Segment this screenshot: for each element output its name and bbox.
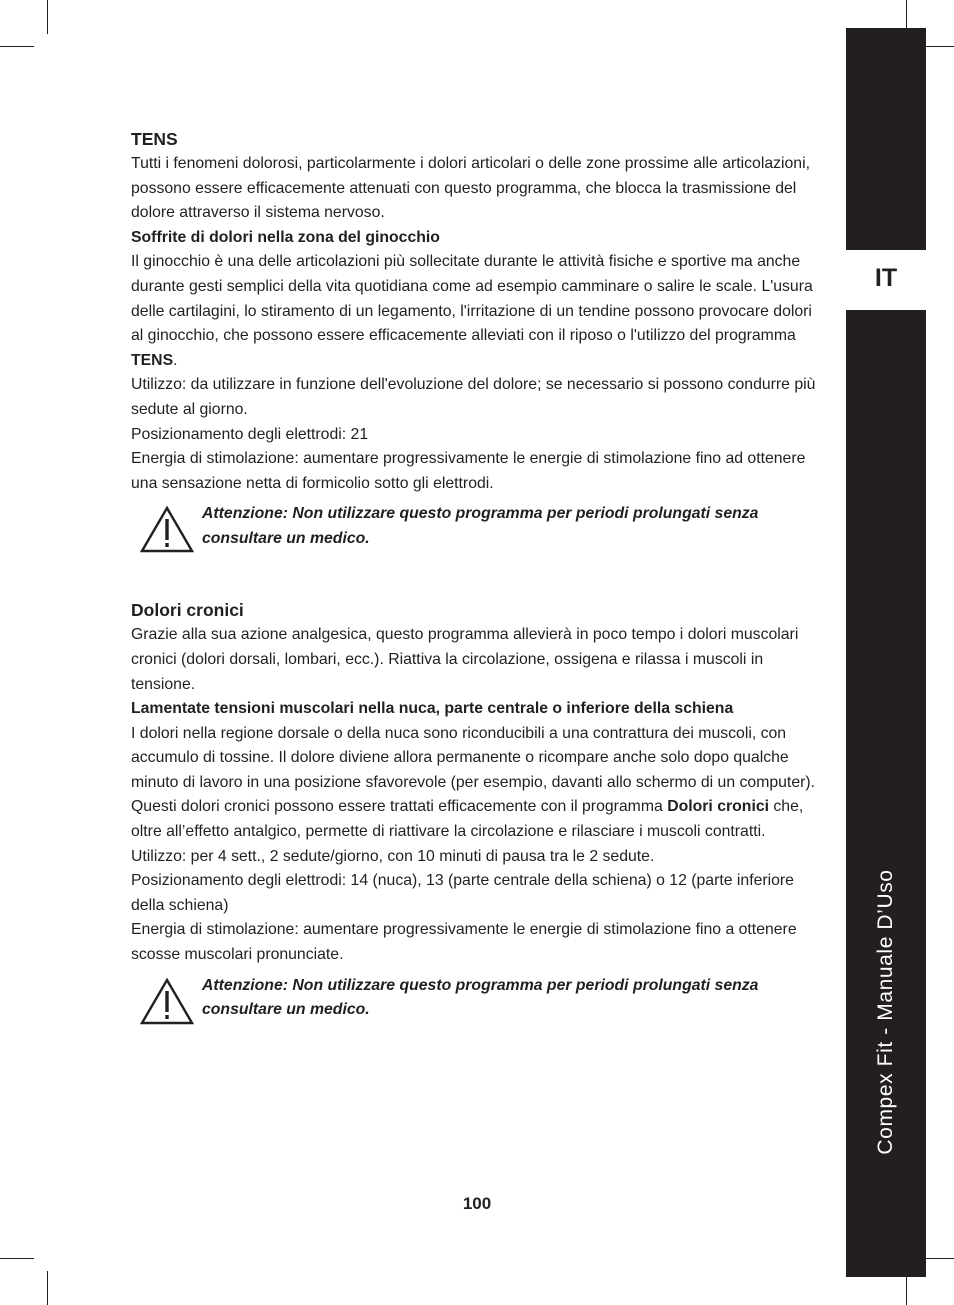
intro-text: Grazie alla sua azione analgesica, questo programma allevierà in poco tempo i dolori muscolari cronici (dolori dorsali, lombari, ecc.). Riattiva la circolazione, ossigena e rilassa i muscoli in tensione. <box>131 626 799 693</box>
section-heading: TENS <box>131 129 178 149</box>
section-tens <box>131 126 826 553</box>
body-text: Il ginocchio è una delle articolazioni più sollecitate durante le attività fisiche e sportive ma anche durante gesti semplici della vita quotidiana come ad esempio camminare o salire le scale. L'usura delle cartilagini, lo stiramento di un legamento, l'irritazione di un tendine possono provocare dolori al ginocchio, che possono essere efficacemente alleviati con il riposo o l'utilizzo del programma TENS. <box>131 253 813 369</box>
warning-triangle-icon <box>140 505 194 553</box>
crop-mark <box>47 1271 48 1305</box>
usage-text: Utilizzo: da utilizzare in funzione dell'evoluzione del dolore; se necessario si possono condurre più sedute al giorno. <box>131 376 816 418</box>
electrodes-text: Posizionamento degli elettrodi: 21 <box>131 425 369 443</box>
warning-block <box>131 502 826 553</box>
electrodes-text: Posizionamento degli elettrodi: 14 (nuca), 13 (parte centrale della schiena) o 12 (parte inferiore della schiena) <box>131 872 794 914</box>
page-number: 100 <box>462 1194 492 1213</box>
body-text: Questi dolori cronici possono essere trattati efficacemente con il programma Dolori cronici che, oltre all’effetto antalgico, permette di riattivare la circolazione e rilasciare i muscoli contratti. <box>131 798 804 841</box>
program-name: Dolori cronici <box>667 798 770 816</box>
crop-mark <box>0 46 34 47</box>
crop-mark <box>0 1258 34 1259</box>
section-chronic-pain <box>131 597 826 1024</box>
usage-text: Utilizzo: per 4 sett., 2 sedute/giorno, con 10 minuti di pausa tra le 2 sedute. <box>131 847 655 865</box>
page-content <box>131 126 826 1025</box>
language-label: IT <box>874 263 898 292</box>
warning-triangle-icon <box>140 977 194 1025</box>
warning-block <box>131 974 826 1025</box>
warning-text: Attenzione: Non utilizzare questo programma per periodi prolungati senza consultare un medico. <box>202 505 759 547</box>
manual-title: Compex Fit - Manuale D’Uso <box>874 869 897 1155</box>
crop-mark <box>47 0 48 34</box>
section-heading: Dolori cronici <box>131 600 244 621</box>
intro-text: Tutti i fenomeni dolorosi, particolarmente i dolori articolari o delle zone prossime alle articolazioni, possono essere efficacemente attenuati con questo programma, che blocca la trasmissione del dolore attraverso il sistema nervoso. <box>131 155 810 222</box>
subheading: Soffrite di dolori nella zona del ginocchio <box>131 228 440 246</box>
energy-text: Energia di stimolazione: aumentare progressivamente le energie di stimolazione fino ad ottenere una sensazione netta di formicolio sotto gli elettrodi. <box>131 450 806 492</box>
energy-text: Energia di stimolazione: aumentare progressivamente le energie di stimolazione fino a ottenere scosse muscolari pronunciate. <box>131 921 797 964</box>
body-text: I dolori nella regione dorsale o della nuca sono riconducibili a una contrattura dei muscoli, con accumulo di tossine. Il dolore diviene allora permanente o ricompare anche solo dopo qualche minuto di lavoro in una posizione sfavorevole (per esempio, davanti allo schermo di un computer). <box>131 724 816 791</box>
program-name: TENS <box>131 351 174 369</box>
warning-text: Attenzione: Non utilizzare questo programma per periodi prolungati senza consultare un medico. <box>202 976 759 1019</box>
subheading: Lamentate tensioni muscolari nella nuca, parte centrale o inferiore della schiena <box>131 700 734 718</box>
sidebar-tab-top <box>846 28 926 250</box>
